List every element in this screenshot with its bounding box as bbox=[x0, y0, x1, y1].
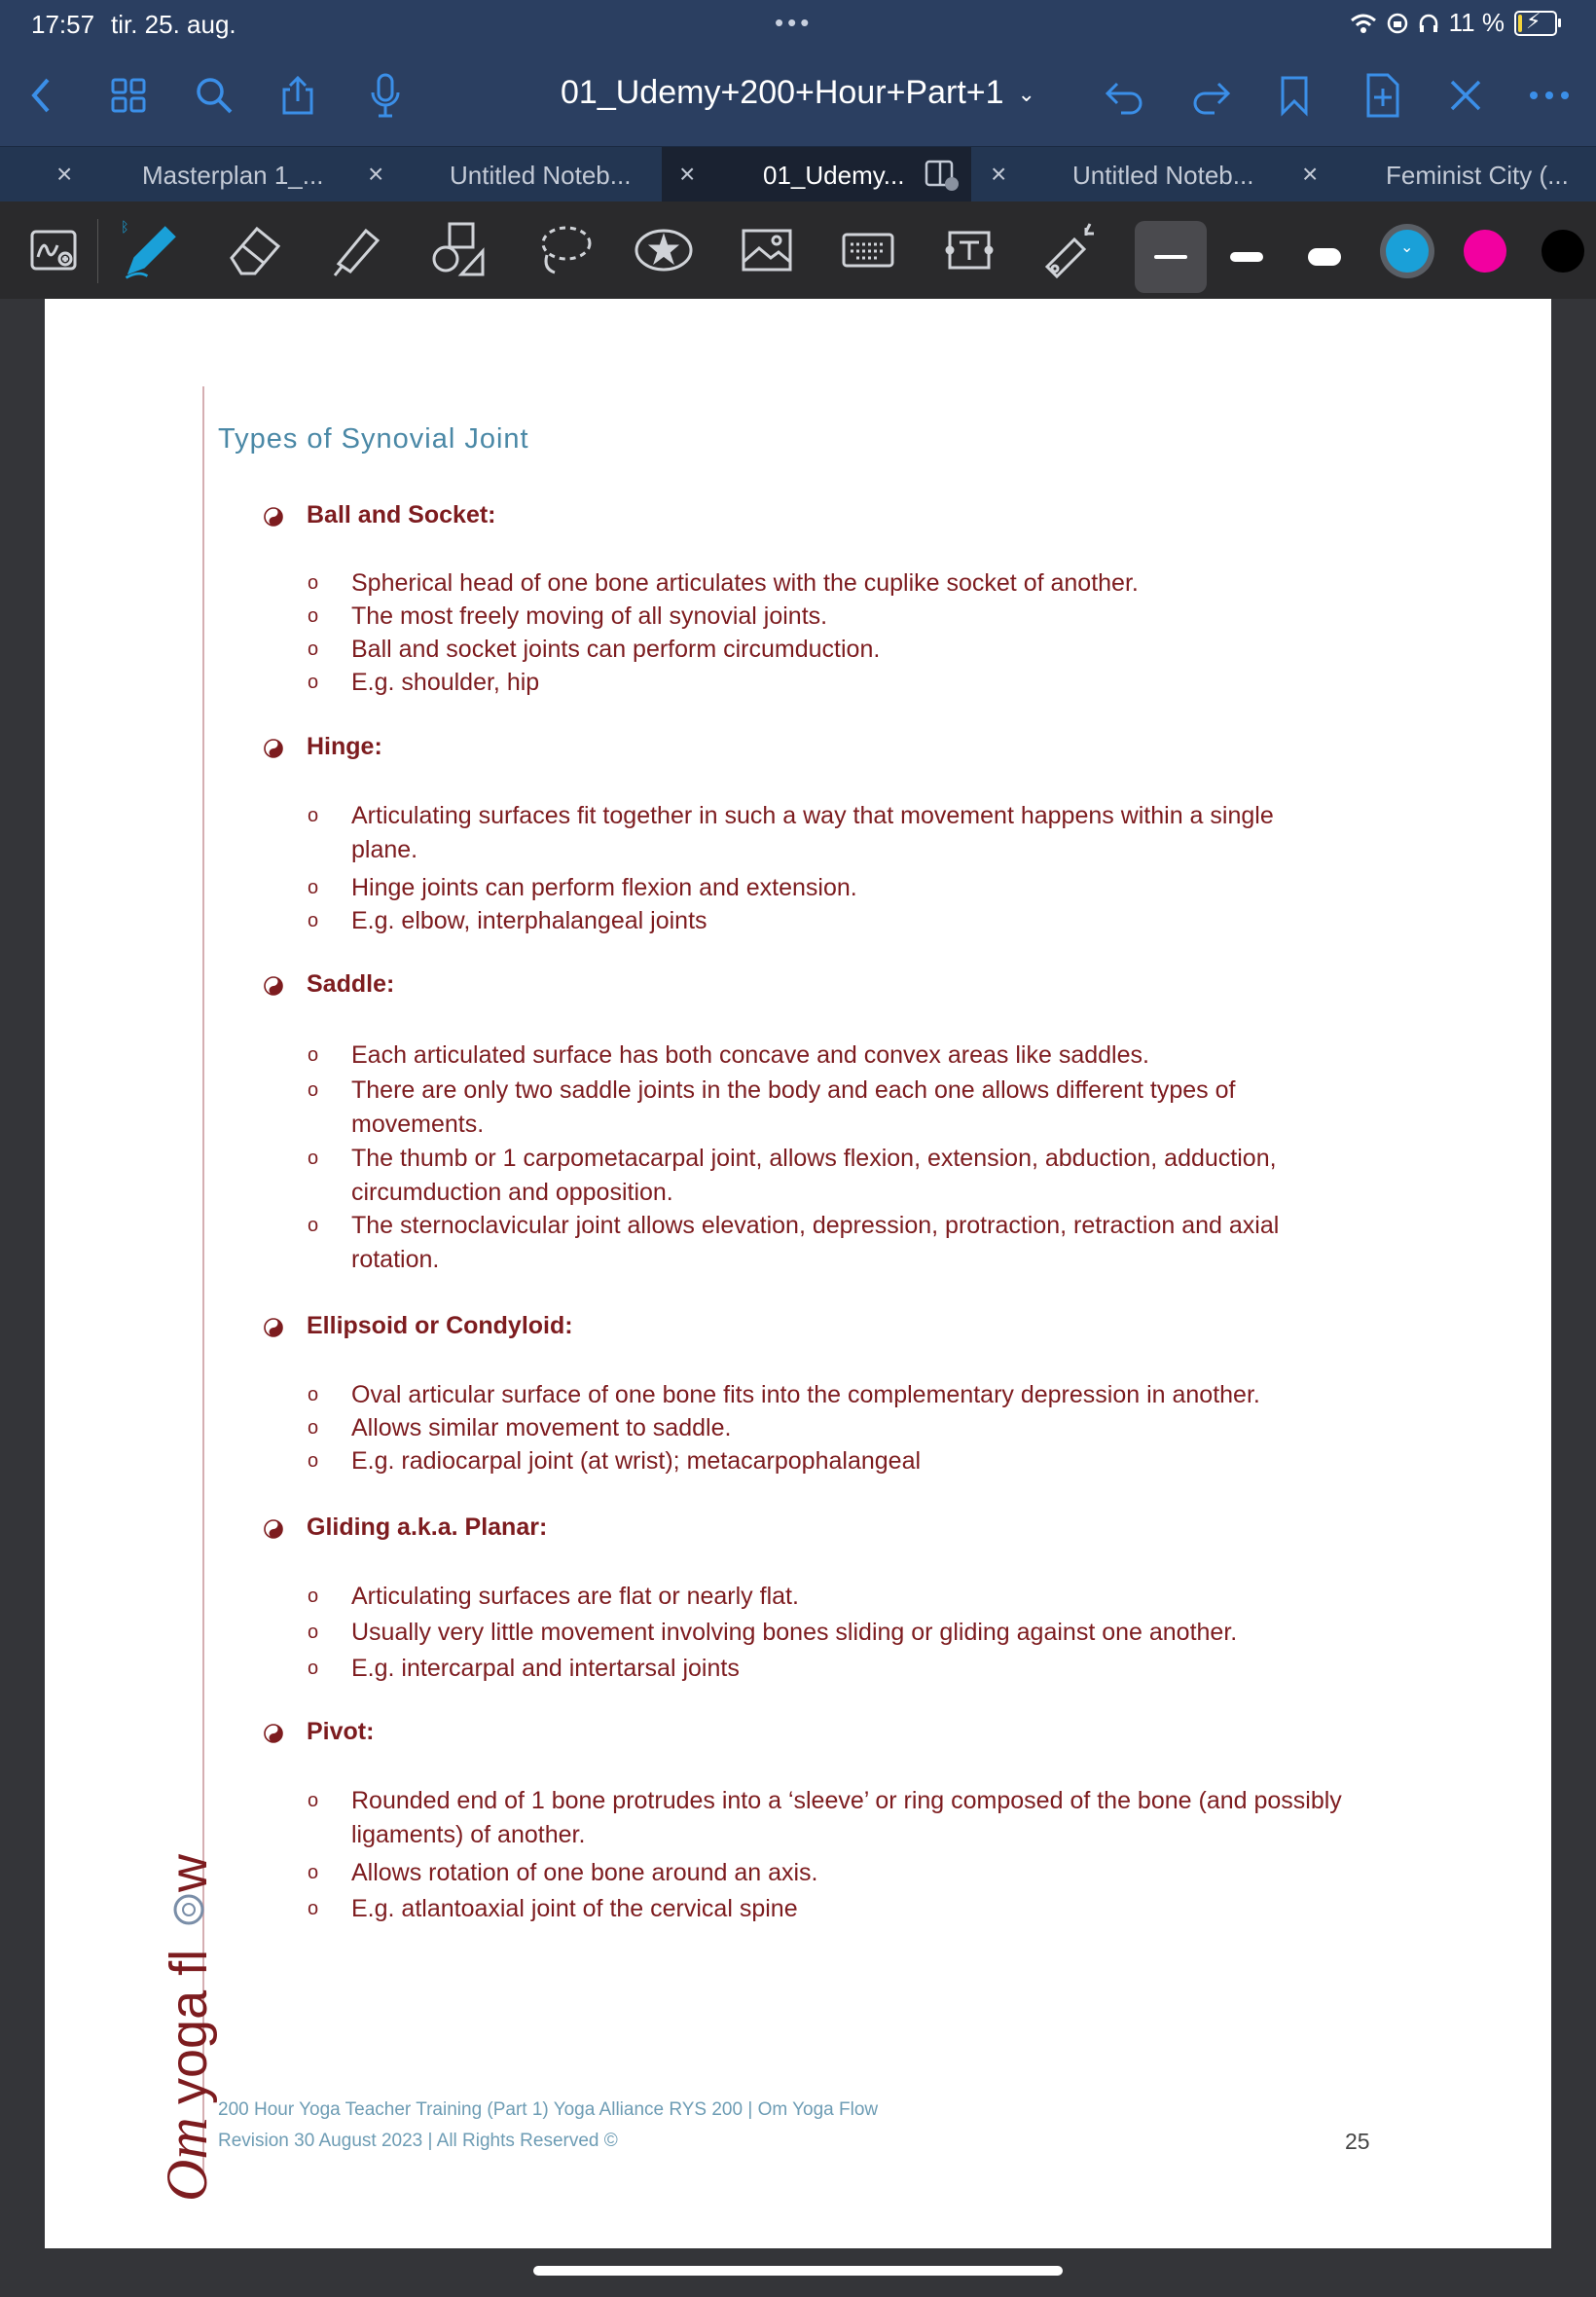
list-bullet: o bbox=[308, 1862, 319, 1883]
list-item: Rounded end of 1 bone protrudes into a ‘sleeve’ or ring composed of the bone (and possibly ligaments) of another. bbox=[351, 1787, 1342, 1848]
page-number: 25 bbox=[1345, 2129, 1370, 2154]
list-bullet: o bbox=[308, 1450, 319, 1472]
elements-tool-icon[interactable] bbox=[633, 219, 695, 281]
close-tab-icon[interactable]: × bbox=[368, 159, 384, 189]
laser-pointer-icon[interactable] bbox=[1037, 219, 1100, 281]
footer-revision-line: Revision 30 August 2023 | All Rights Reserved © bbox=[218, 2131, 618, 2151]
color-blue-selected[interactable] bbox=[1386, 230, 1429, 273]
redo-icon[interactable] bbox=[1185, 70, 1236, 121]
document-viewer[interactable] bbox=[0, 299, 1596, 2255]
thick-stroke-option[interactable] bbox=[1308, 248, 1341, 266]
section-title: Ball and Socket: bbox=[307, 501, 496, 529]
highlighter-tool-icon[interactable] bbox=[325, 219, 387, 281]
list-item: Articulating surfaces fit together in such a way that movement happens within a single plane. bbox=[351, 802, 1274, 863]
yin-yang-bullet-icon bbox=[264, 507, 283, 527]
document-title: 01_Udemy+200+Hour+Part+1 bbox=[561, 74, 1004, 111]
list-bullet: o bbox=[308, 638, 319, 660]
more-options-icon[interactable] bbox=[1524, 70, 1575, 121]
tab-feminist-city[interactable] bbox=[1283, 147, 1596, 201]
annotation-toolbar bbox=[0, 201, 1596, 299]
list-bullet: o bbox=[308, 1790, 319, 1811]
list-item: Hinge joints can perform flexion and extension. bbox=[351, 874, 857, 901]
section-title: Ellipsoid or Condyloid: bbox=[307, 1312, 573, 1339]
list-item: E.g. elbow, interphalangeal joints bbox=[351, 907, 707, 934]
handwriting-to-text-icon[interactable] bbox=[23, 219, 86, 281]
grid-view-icon[interactable] bbox=[103, 70, 154, 121]
tab-bar bbox=[0, 146, 1596, 201]
yin-yang-bullet-icon bbox=[264, 1724, 283, 1743]
list-item: Allows similar movement to saddle. bbox=[351, 1414, 732, 1441]
section-title: Gliding a.k.a. Planar: bbox=[307, 1513, 548, 1541]
thin-stroke-icon bbox=[1154, 255, 1187, 259]
close-tab-icon[interactable]: × bbox=[679, 159, 696, 189]
list-item: The thumb or 1 carpometacarpal joint, allows flexion, extension, abduction, adduction, circumduction and opposition. bbox=[351, 1145, 1277, 1206]
tab-label: Untitled Noteb... bbox=[1072, 161, 1254, 190]
status-indicators bbox=[1350, 8, 1557, 38]
headphones-icon bbox=[1418, 13, 1439, 34]
list-bullet: o bbox=[308, 1898, 319, 1919]
document-title-menu[interactable] bbox=[545, 74, 1051, 112]
color-pink[interactable] bbox=[1464, 230, 1506, 273]
list-item: Spherical head of one bone articulates with the cuplike socket of another. bbox=[351, 569, 1139, 597]
list-bullet: o bbox=[308, 1148, 319, 1169]
image-tool-icon[interactable] bbox=[736, 219, 798, 281]
lasso-tool-icon[interactable] bbox=[533, 219, 596, 281]
list-bullet: o bbox=[308, 1079, 319, 1101]
list-bullet: o bbox=[308, 805, 319, 826]
section-title: Hinge: bbox=[307, 733, 382, 760]
date: tir. 25. aug. bbox=[111, 10, 236, 39]
document-page[interactable] bbox=[45, 299, 1551, 2248]
close-tab-icon[interactable]: × bbox=[991, 159, 1007, 189]
chevron-down-icon: ⌄ bbox=[1400, 239, 1414, 256]
shapes-tool-icon[interactable] bbox=[428, 219, 490, 281]
list-item: E.g. intercarpal and intertarsal joints bbox=[351, 1655, 740, 1682]
battery-percentage: 11 % bbox=[1448, 8, 1505, 37]
svg-text:Om: Om bbox=[155, 2117, 219, 2202]
clock: 17:57 bbox=[31, 10, 95, 39]
status-bar bbox=[0, 0, 1596, 47]
svg-text:ᛒ: ᛒ bbox=[121, 219, 129, 236]
multitasking-dots[interactable]: ••• bbox=[775, 8, 814, 37]
list-bullet: o bbox=[308, 1622, 319, 1643]
share-icon[interactable] bbox=[272, 70, 323, 121]
tab-untitled-notebook-1[interactable] bbox=[331, 147, 662, 201]
list-item: Ball and socket joints can perform circumduction. bbox=[351, 636, 881, 663]
yin-yang-bullet-icon bbox=[264, 976, 283, 996]
list-item: Oval articular surface of one bone fits into the complementary depression in another. bbox=[351, 1381, 1260, 1408]
keyboard-tool-icon[interactable] bbox=[837, 219, 899, 281]
navigation-bar bbox=[0, 47, 1596, 146]
section-title: Pivot: bbox=[307, 1718, 375, 1745]
page-heading: Types of Synovial Joint bbox=[218, 423, 529, 455]
list-item: The sternoclavicular joint allows elevation, depression, protraction, retraction and axial rotation. bbox=[351, 1212, 1280, 1273]
list-item: Each articulated surface has both concave and convex areas like saddles. bbox=[351, 1041, 1149, 1069]
back-icon[interactable] bbox=[16, 70, 66, 121]
tab-udemy[interactable] bbox=[662, 147, 971, 201]
wifi-icon bbox=[1350, 13, 1377, 34]
list-bullet: o bbox=[308, 1586, 319, 1607]
add-page-icon[interactable] bbox=[1357, 70, 1407, 121]
list-bullet: o bbox=[308, 1417, 319, 1439]
chevron-down-icon: ⌄ bbox=[1017, 82, 1035, 107]
close-tools-icon[interactable] bbox=[1440, 70, 1491, 121]
pen-tool-icon[interactable] bbox=[121, 219, 183, 281]
yin-yang-bullet-icon bbox=[264, 739, 283, 758]
tab-label: 01_Udemy... bbox=[763, 161, 905, 190]
battery-icon: ⚡ bbox=[1514, 11, 1557, 36]
list-item: E.g. shoulder, hip bbox=[351, 669, 540, 696]
list-item: Usually very little movement involving bones sliding or gliding against one another. bbox=[351, 1619, 1238, 1646]
list-bullet: o bbox=[308, 1044, 319, 1066]
tab-masterplan[interactable] bbox=[0, 147, 331, 201]
color-black[interactable] bbox=[1542, 230, 1584, 273]
bookmark-icon[interactable] bbox=[1269, 70, 1320, 121]
text-box-tool-icon[interactable] bbox=[938, 219, 1000, 281]
yin-yang-bullet-icon bbox=[264, 1519, 283, 1539]
search-icon[interactable] bbox=[189, 70, 239, 121]
list-item: Articulating surfaces are flat or nearly flat. bbox=[351, 1583, 799, 1610]
section-title: Saddle: bbox=[307, 970, 395, 998]
yin-yang-bullet-icon bbox=[264, 1318, 283, 1337]
list-bullet: o bbox=[308, 1215, 319, 1236]
close-tab-icon[interactable]: × bbox=[56, 159, 73, 189]
list-bullet: o bbox=[308, 672, 319, 693]
list-bullet: o bbox=[308, 877, 319, 898]
list-item: There are only two saddle joints in the body and each one allows different types of movements. bbox=[351, 1076, 1236, 1138]
medium-stroke-option[interactable] bbox=[1230, 252, 1263, 262]
svg-text:yoga fl: yoga fl bbox=[160, 1949, 218, 2104]
orientation-lock-icon bbox=[1387, 13, 1408, 34]
svg-text:w: w bbox=[160, 1854, 218, 1892]
list-bullet: o bbox=[308, 1384, 319, 1405]
list-item: E.g. radiocarpal joint (at wrist); metacarpophalangeal bbox=[351, 1447, 922, 1475]
tab-label: Masterplan 1_... bbox=[142, 161, 324, 190]
list-bullet: o bbox=[308, 572, 319, 594]
close-tab-icon[interactable]: × bbox=[1302, 159, 1319, 189]
list-item: The most freely moving of all synovial joints. bbox=[351, 602, 828, 630]
undo-icon[interactable] bbox=[1100, 70, 1150, 121]
tab-label: Untitled Noteb... bbox=[450, 161, 632, 190]
list-bullet: o bbox=[308, 1658, 319, 1679]
microphone-icon[interactable] bbox=[360, 70, 411, 121]
list-item: E.g. atlantoaxial joint of the cervical spine bbox=[351, 1895, 798, 1922]
list-item: Allows rotation of one bone around an axis. bbox=[351, 1859, 818, 1886]
footer-course-line: 200 Hour Yoga Teacher Training (Part 1) Yoga Alliance RYS 200 | Om Yoga Flow bbox=[218, 2099, 879, 2120]
tab-untitled-notebook-2[interactable] bbox=[971, 147, 1283, 201]
split-view-icon[interactable] bbox=[925, 159, 960, 192]
tab-label: Feminist City (... bbox=[1386, 161, 1569, 190]
eraser-tool-icon[interactable] bbox=[224, 219, 286, 281]
home-indicator[interactable] bbox=[533, 2266, 1063, 2276]
list-bullet: o bbox=[308, 910, 319, 931]
list-bullet: o bbox=[308, 605, 319, 627]
